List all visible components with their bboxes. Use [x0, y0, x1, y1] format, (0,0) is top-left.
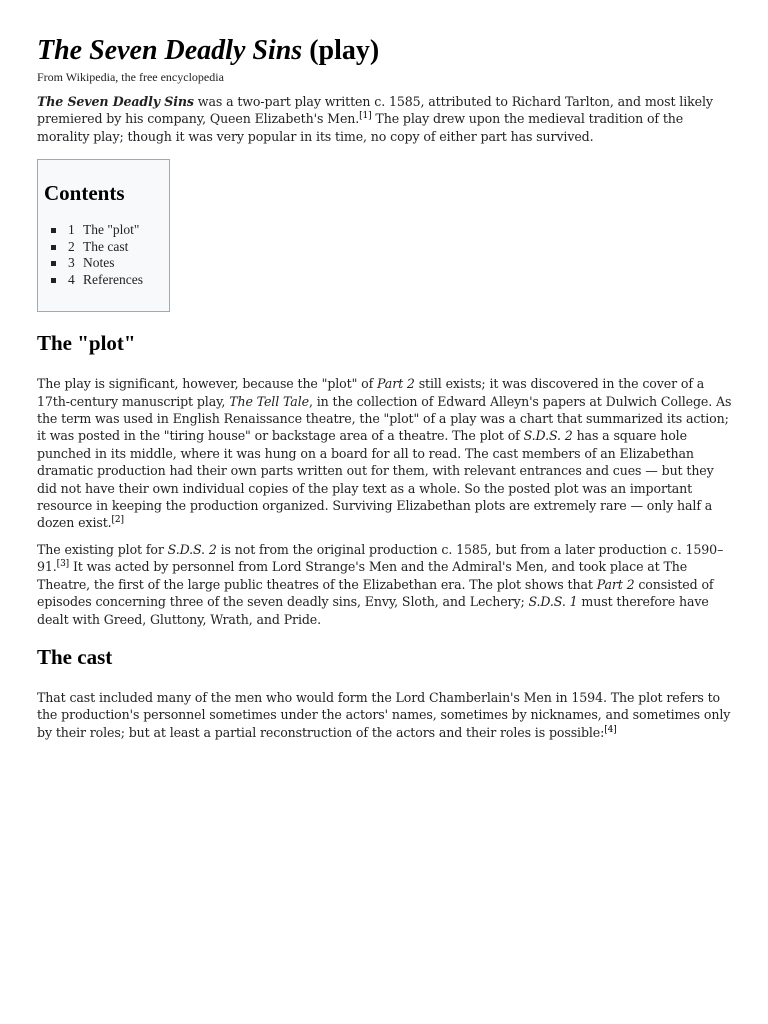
reference-link-4[interactable]: [4]	[604, 724, 617, 735]
toc-title: Contents	[44, 181, 125, 206]
page-title-suffix: (play)	[302, 35, 380, 66]
plot-paragraph-1	[37, 375, 735, 532]
toc-item-notes[interactable]	[68, 255, 169, 272]
text-run: That cast included many of the men who would form the Lord Chamberlain's Men in 1594. The plot refers to the production's personnel sometimes under the actors' names, sometimes by nicknames, and sometimes only by their roles; but at least a partial reconstruction of the actors and their roles is possible:	[37, 689, 731, 740]
italic-text: The Tell Tale	[229, 393, 309, 409]
italic-text: Part 2	[596, 576, 635, 592]
bullet-icon	[51, 228, 56, 233]
toc-item-label[interactable]: References	[83, 272, 143, 287]
toc-item-label[interactable]: Notes	[83, 255, 115, 271]
toc-list	[44, 222, 169, 288]
page-title-italic: The Seven Deadly Sins	[37, 35, 303, 66]
bullet-icon	[51, 278, 56, 283]
italic-text: Part 2	[377, 376, 415, 392]
section-heading-cast: The cast	[37, 644, 113, 669]
intro-text-2: The play drew upon the medieval tradition of the morality play; though it was very popular in its time, no copy of either part has survived.	[37, 111, 684, 144]
reference-link-3[interactable]: [3]	[56, 559, 70, 570]
text-run: The play is significant, however, because the "plot" of	[37, 376, 378, 392]
toc-item-plot[interactable]	[68, 222, 169, 239]
italic-text: S.D.S. 2	[523, 428, 573, 444]
page-subtitle: From Wikipedia, the free encyclopedia	[37, 70, 224, 84]
section-heading-plot: The "plot"	[37, 331, 136, 356]
toc-item-cast[interactable]	[68, 239, 169, 256]
cast-paragraph-1	[37, 689, 735, 741]
toc-item-number: 4	[68, 272, 75, 287]
page-title	[37, 33, 735, 69]
toc-item-references[interactable]	[68, 272, 169, 289]
text-run: still exists; it was discovered in the cover of a 17th-century manuscript play,	[37, 376, 705, 409]
bullet-icon	[51, 245, 56, 250]
text-run: has a square hole punched in its middle, where it was hung on a board for all to read. The cast members of an Elizabethan dramatic production had their own parts written out for them, with relevant entrances and cues — but they did not have their own individual copies of the play text as a whole. So the posted plot was an important resource in keeping the production organized. Surviving Elizabethan plots are extremely rare — only half a dozen exist.	[37, 428, 714, 531]
text-run: The existing plot for	[37, 541, 168, 557]
text-run: is not from the original production c. 1585, but from a later production c. 1590–91.	[37, 541, 724, 575]
text-run: It was acted by personnel from Lord Strange's Men and the Admiral's Men, and took place at The Theatre, the first of the large public theatres of the Elizabethan era. The plot shows that	[37, 559, 688, 592]
toc-item-number: 1	[68, 222, 75, 238]
intro-bold-title: The Seven Deadly Sins	[37, 94, 194, 109]
table-of-contents	[37, 159, 170, 312]
reference-link-1[interactable]: [1]	[359, 111, 372, 122]
text-run: must therefore have dealt with Greed, Gluttony, Wrath, and Pride.	[37, 594, 709, 627]
intro-paragraph	[37, 93, 735, 145]
plot-paragraph-2	[37, 541, 735, 628]
text-run: consisted of episodes concerning three of the seven deadly sins, Envy, Sloth, and Lechery;	[37, 576, 714, 610]
italic-text: S.D.S. 1	[528, 594, 578, 610]
bullet-icon	[51, 261, 56, 266]
intro-text-1: was a two-part play written c. 1585, attributed to Richard Tarlton, and most likely premiered by his company, Queen Elizabeth's Men.	[37, 94, 713, 127]
article-page	[37, 33, 735, 741]
italic-text: S.D.S. 2	[167, 541, 217, 557]
toc-item-label[interactable]: The cast	[83, 238, 129, 254]
reference-link-2[interactable]: [2]	[111, 515, 124, 526]
toc-item-label[interactable]: The "plot"	[83, 222, 140, 238]
toc-item-number: 2	[68, 238, 75, 254]
toc-item-number: 3	[68, 255, 75, 271]
text-run: , in the collection of Edward Alleyn's papers at Dulwich College. As the term was used in English Renaissance theatre, the "plot" of a play was a chart that summarized its action; it was posted in the "tiring house" or backstage area of a theatre. The plot of	[37, 393, 732, 444]
